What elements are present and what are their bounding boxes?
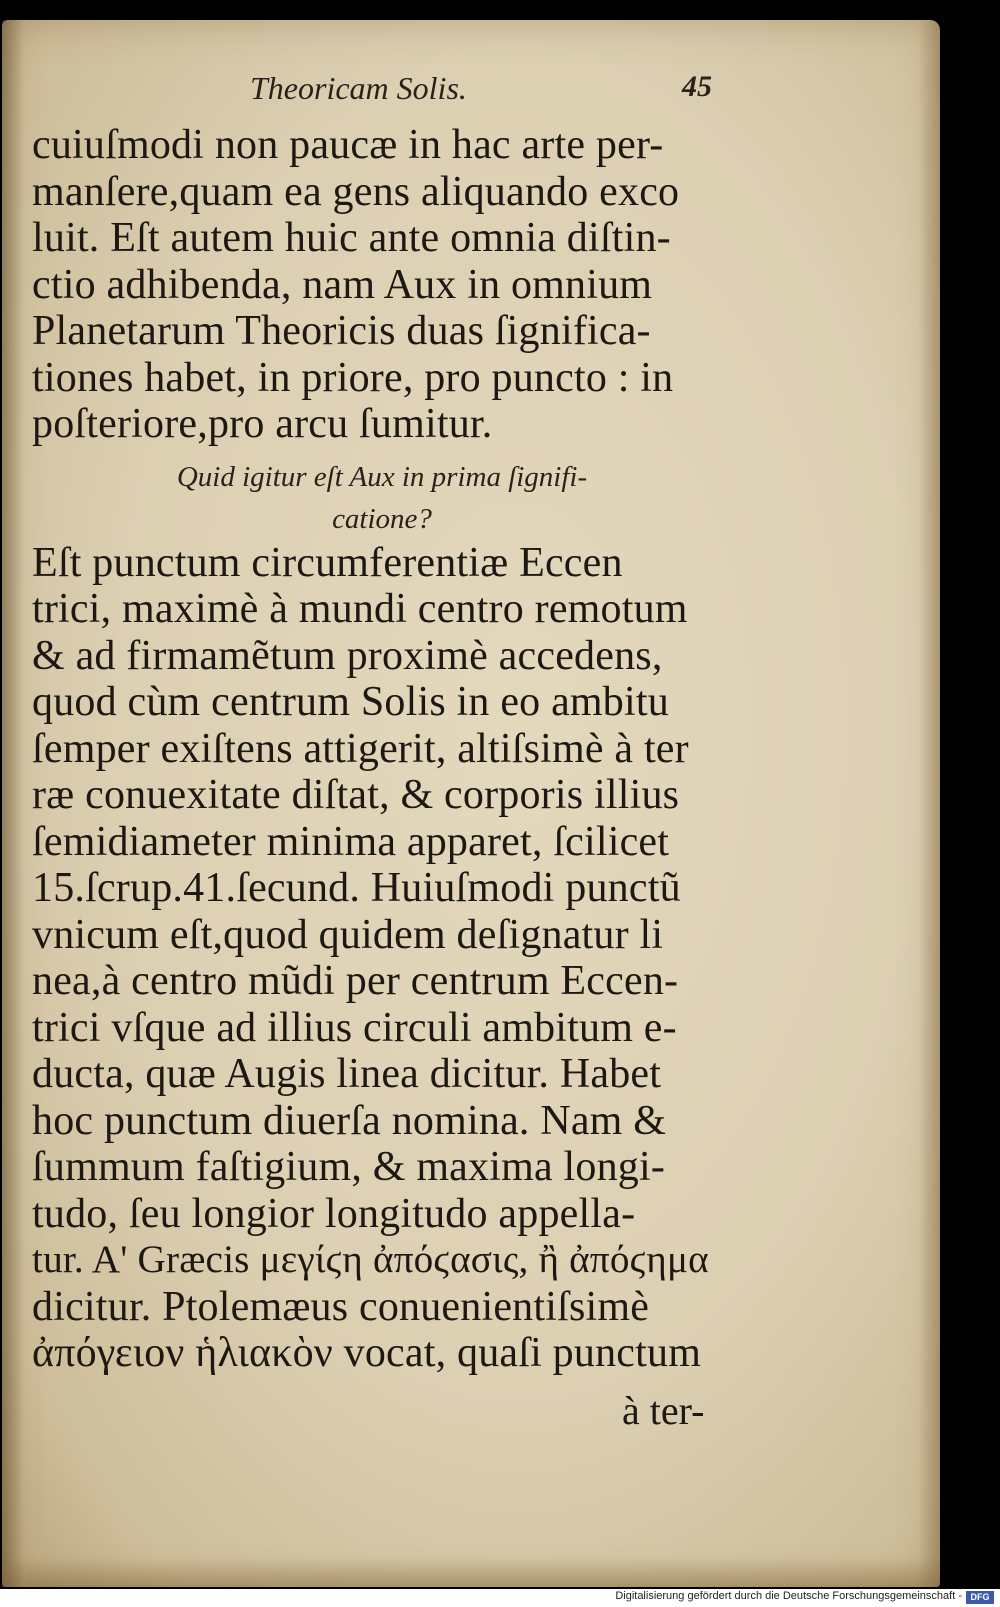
text-line: nea,à centro mũdi per centrum Eccen- — [32, 958, 679, 1004]
page-edge-bottom — [2, 1557, 940, 1587]
text-line: cuiuſmodi non paucæ in hac arte per- — [32, 122, 664, 168]
text-line: hoc punctum diuerſa nomina. Nam & — [32, 1097, 667, 1144]
catchword: à ter- — [622, 1388, 705, 1433]
text-line: tur. A' Græcis μεγίϛη ἀπόϛασις, ἢ ἀπόϛημα — [32, 1238, 709, 1281]
text-line: 15.ſcrup.41.ſecund. Huiuſmodi punctũ — [32, 865, 681, 911]
text-line: trici vſque ad illius circuli ambitum e- — [32, 1004, 677, 1051]
text-line: tiones habet, in priore, pro puncto : in — [32, 354, 674, 401]
text-line: ſemper exiſtens attigerit, altiſsimè à ter — [32, 725, 689, 772]
spine-shadow — [2, 20, 24, 1587]
text-line: vnicum eſt,quod quidem deſignatur li — [32, 911, 664, 958]
text-line: ἀπόγειον ἡλιακὸν vocat, quaſi punctum — [32, 1330, 702, 1376]
text-line: ræ conuexitate diſtat, & corporis illius — [32, 772, 680, 818]
text-line: ducta, quæ Augis linea dicitur. Habet — [32, 1051, 662, 1097]
text-line: ſummum faſtigium, & maxima longi- — [32, 1144, 666, 1190]
text-line: Eſt punctum circumferentiæ Eccen — [32, 539, 623, 586]
text-line: ctio adhibenda, nam Aux in omnium — [32, 261, 653, 308]
text-line: manſere,quam ea gens aliquando exco — [32, 168, 680, 215]
text-line: & ad firmamẽtum proximè accedens, — [32, 632, 663, 679]
heading-line: Quid igitur eſt Aux in prima ſignifi- — [176, 460, 588, 493]
text-line: luit. Eſt autem huic ante omnia diſtin- — [32, 215, 671, 261]
paragraph-1 — [32, 122, 722, 448]
body-text — [32, 122, 722, 1377]
text-line: poſteriore,pro arcu ſumitur. — [32, 401, 493, 447]
paragraph-2 — [32, 540, 722, 1377]
text-line: tudo, ſeu longior longitudo appella- — [32, 1190, 636, 1237]
text-line: trici, maximè à mundi centro remotum — [32, 586, 688, 632]
text-line: ſemidiameter minima apparet, ſcilicet — [32, 818, 670, 865]
digitization-credit: Digitalisierung gefördert durch die Deutsche Forschungsgemeinschaft - — [615, 1590, 962, 1602]
text-line: dicitur. Ptolemæus conuenientiſsimè — [32, 1283, 650, 1330]
text-line: quod cùm centrum Solis in eo ambitu — [32, 679, 669, 725]
page-number: 45 — [682, 70, 712, 103]
running-head: Theoricam Solis. — [250, 70, 467, 106]
text-line: Planetarum Theoricis duas ſignifica- — [32, 308, 651, 354]
dfg-logo[interactable]: DFG — [966, 1591, 994, 1604]
page-edge-right — [918, 20, 940, 1587]
heading-line: catione? — [332, 502, 432, 535]
question-heading — [32, 456, 722, 540]
